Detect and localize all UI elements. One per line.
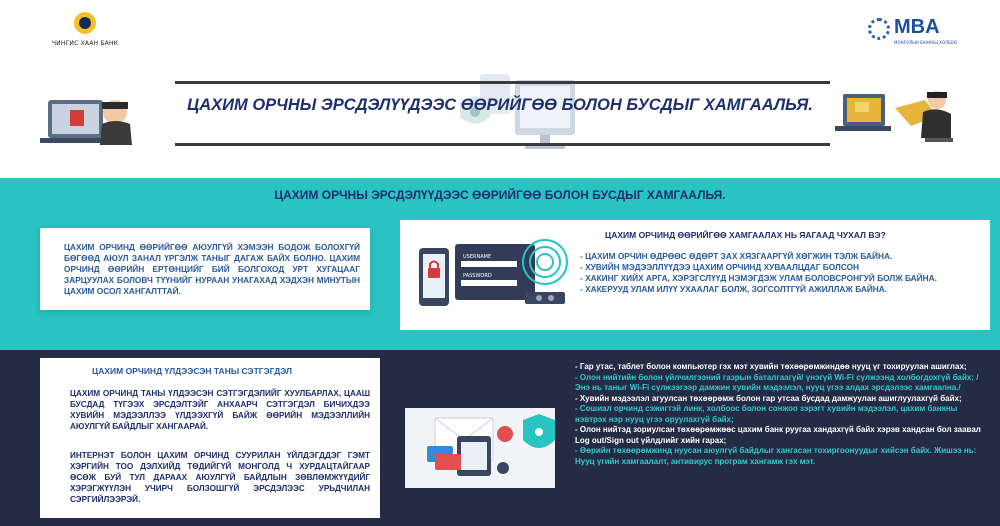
safety-tip: - Гар утас, таблет болон компьютер гэх мэт хувийн төхөөрөмжиндөө нууц үг тохируулан ашиглах; <box>575 362 967 371</box>
password-label: PASSWORD <box>463 273 492 279</box>
footprint-title: ЦАХИМ ОРЧИНД ҮЛДЭЭСЭН ТАНЫ СЭТГЭГДЭЛ <box>92 366 292 376</box>
intro-text: ЦАХИМ ОРЧИНД ӨӨРИЙГӨӨ АЮУЛГҮЙ ХЭМЭЭН БОДОЖ БОЛОХГҮЙ БӨГӨӨД АЮУЛ ЗАНАЛ ҮРГЭЛЖ ТАНЫГ ДАГАЖ БАЙХ БОЛНО. ЦАХИМ ОРЧИНД ӨӨРИЙН ЕРТӨНЦИЙГ БИЙ БОЛГОХОД УРТ ХУГАЦААГ ЗАРЦУУЛАХ БОЛОВЧ ТҮҮНИЙГ НУРААН УНАГАХАД ХЭДХЭН МИНУТЫН ЦАХИМ ОСОЛ ХАНГАЛТТАЙ. <box>64 242 360 296</box>
mba-ring-icon <box>868 18 890 40</box>
safety-tip: - Хувийн мэдээлэл агуулсан төхөөрөмж болон гар утсаа бусдад дамжуулан ашиглуулахгүй байх; <box>575 393 962 403</box>
why-item: - ХАКИНГ ХИЙХ АРГА, ХЭРЭГСЛҮҮД НЭМЭГДЭЖ УЛАМ БОЛОВСРОНГУЙ БОЛЖ БАЙНА. <box>580 273 937 283</box>
teal-section-title: ЦАХИМ ОРЧНЫ ЭРСДЭЛҮҮДЭЭС ӨӨРИЙГӨӨ БОЛОН БУСДЫГ ХАМГААЛЬЯ. <box>274 188 726 202</box>
safety-tip: - Сошиал орчинд сэжигтэй линк, холбоос болон сонжоо зэрэгт хувийн мэдээлэл, цахим банкны нэвтрэх нэр нууц үгээ оруулахгүй байх; <box>575 404 958 424</box>
why-important-card <box>400 220 990 330</box>
mba-logo-subtitle: МОНГОЛЫН БАНКНЫ ХОЛБОО <box>894 40 958 45</box>
footprint-paragraph-2: ИНТЕРНЭТ БОЛОН ЦАХИМ ОРЧИНД СУУРИЛАН ҮЙЛДЭГДДЭГ ГЭМТ ХЭРГИЙН ТОО ДЭЛХИЙД ТӨДИЙГҮЙ МОНГОЛД Ч ХУРДАЦТАЙГААР ӨСӨЖ БУЙ ТУЛ ДАРААХ АЮУЛГҮЙ БАЙДЛЫН ЗӨВЛӨМЖҮҮДИЙГ ХЭРЭГЖҮҮЛЭН УЧИРЧ БОЛЗОШГҮЙ ЭРСДЭЛЭЭС УРЬДЧИЛАН СЭРГИЙЛЭЭРЭЙ. <box>70 451 370 504</box>
bank-emblem-icon <box>74 12 96 34</box>
intro-card <box>40 228 370 310</box>
title-divider-bottom <box>175 143 830 146</box>
why-item: - ХУВИЙН МЭДЭЭЛЛҮҮДЭЭ ЦАХИМ ОРЧИНД ХУВААЛЦДАГ БОЛСОН <box>580 262 860 272</box>
mba-logo <box>868 16 968 52</box>
safety-tip: - Өөрийн төхөөрөмжинд нуусан аюулгүй байдлыг хангасан тохиргоонуудыг хийсэн байх. Жишээ нь: Нууц үгийн хамгаалалт, антивирус програм хангамж гэх мэт. <box>575 446 977 466</box>
footprint-paragraph-1: ЦАХИМ ОРЧИНД ТАНЫ ҮЛДЭЭСЭН СЭТГЭГДЭЛИЙГ ХУУЛБАРЛАХ, ЦААШ БУСДАД ТҮГЭЭХ ЭРСДЭЛТЭЙГ АНХААРЧ СЭТГЭГДЭЛ БИЧИХДЭЭ ХУВИЙН МЭДЭЭЛЛЭЭ ҮЛДЭЭХГҮЙ БАЙЖ ӨӨРИЙН МЭДЭЭЛЛИЙН АЮУЛГҮЙ БАЙДЛЫГ ХАНГААРАЙ. <box>70 389 370 431</box>
security-devices-illustration <box>440 72 590 162</box>
login-security-illustration <box>415 230 575 320</box>
page-title: ЦАХИМ ОРЧНЫ ЭРСДЭЛҮҮДЭЭС ӨӨРИЙГӨӨ БОЛОН БУСДЫГ ХАМГААЛЬЯ. <box>187 96 813 114</box>
chinggis-khaan-bank-logo <box>40 12 130 52</box>
hacker-laptop-illustration-right <box>825 86 955 148</box>
phishing-devices-illustration <box>405 398 565 493</box>
username-label: USERNAME <box>463 254 492 260</box>
why-item: - ЦАХИМ ОРЧИН ӨДРӨӨС ӨДӨРТ ЗАХ ХЯЗГААРГҮЙ ХӨГЖИН ТЭЛЖ БАЙНА. <box>580 251 893 261</box>
hacker-laptop-illustration-left <box>40 90 135 150</box>
why-important-title: ЦАХИМ ОРЧИНД ӨӨРИЙГӨӨ ХАМГААЛАХ НЬ ЯАГААД ЧУХАЛ ВЭ? <box>605 230 886 240</box>
bank-logo-text: ЧИНГИС ХААН БАНК <box>51 40 119 47</box>
mba-logo-text: MBA <box>894 16 940 38</box>
safety-tip: - Олон нийтэд зориулсан төхөөрөмжөөс цахим банк руугаа хандахгүй байх хэрэв хандсан бол заавал Log out/Sign out үйлдлийг хийн гарах; <box>575 425 981 445</box>
title-divider-top <box>175 81 830 84</box>
digital-footprint-card <box>40 358 380 518</box>
why-important-list <box>580 251 990 295</box>
safety-tip: - Олон нийтийн болон үйлчилгээний газрын баталгаагүй/ үнэгүй Wi-Fi сүлжээнд холбогдохгүй байх; /Энэ нь таныг Wi-Fi сүлжээгээр дамжин хувийн мэдээлэл, нууц үгээ алдах эрсдэлээс хамгаална./ <box>575 372 979 392</box>
safety-tips-list <box>575 362 985 467</box>
why-item: - ХАКЕРУУД УЛАМ ИЛҮҮ УХААЛАГ БОЛЖ, ЗОГСОЛТГҮЙ АЖИЛЛАЖ БАЙНА. <box>580 284 888 294</box>
